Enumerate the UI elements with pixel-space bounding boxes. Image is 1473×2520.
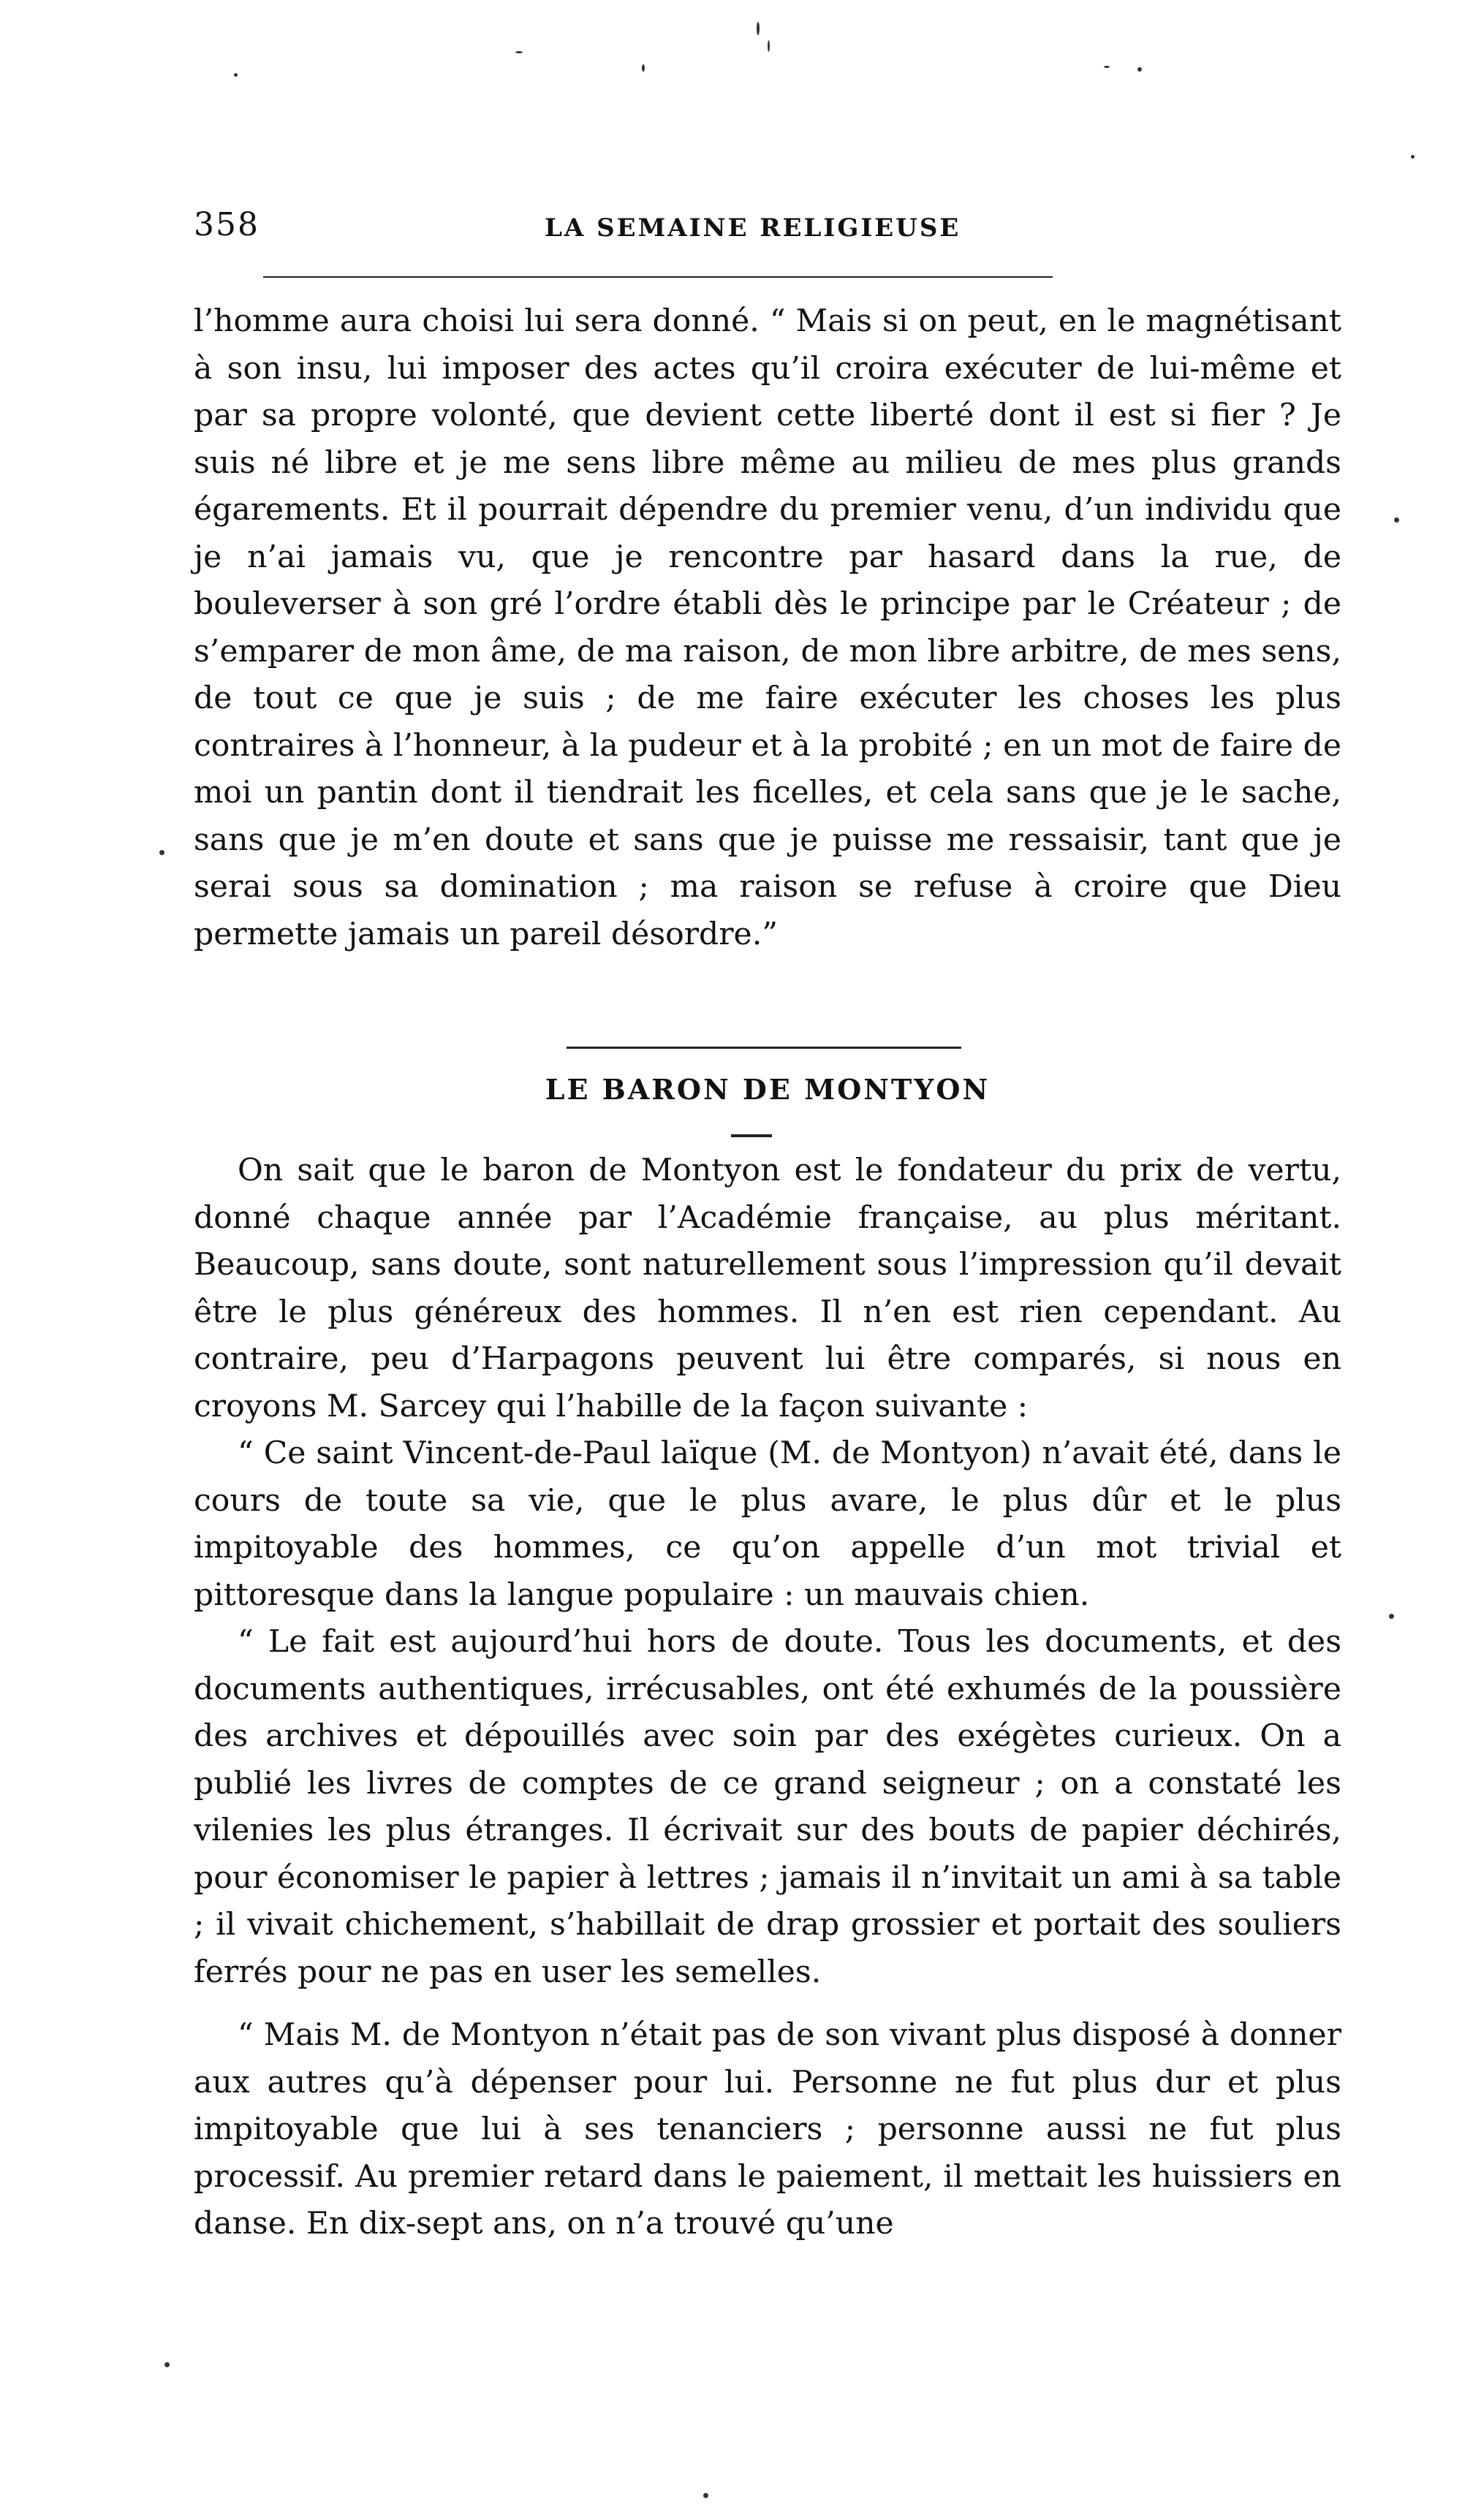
scan-speck — [234, 73, 238, 77]
running-header — [194, 206, 1349, 257]
scan-speck — [703, 2493, 708, 2498]
heading-dash — [731, 1134, 772, 1137]
paragraph: “ Le fait est aujourd’hui hors de doute. Tous les documents, et des documents authentiques, irrécusables, ont été exhumés de la poussière des archives et dépouillés avec soin par des exégètes curieux. On a publié les livres de comptes de ce grand seigneur ; on a constaté les vilenies les plus étranges. Il écrivait sur des bouts de papier déchirés, pour économiser le papier à lettres ; jamais il n’invitait un ami à sa table ; il vivait chichement, s’habillait de drap grossier et portait des souliers ferrés pour ne pas en user les semelles. — [194, 1624, 1341, 1990]
header-rule — [263, 276, 1053, 278]
scan-speck — [768, 40, 770, 52]
scan-speck — [1104, 66, 1110, 68]
journal-title: LA SEMAINE RELIGIEUSE — [545, 213, 961, 243]
article-continuation — [194, 298, 1341, 958]
paragraph: l’homme aura choisi lui sera donné. “ Mais si on peut, en le magnétisant à son insu, lui imposer des actes qu’il croira exécuter de lui-même et par sa propre volonté, que devient cette liberté dont il est si fier ? Je suis né libre et je me sens libre même au milieu de mes plus grands égarements. Et il pourrait dépendre du premier venu, d’un individu que je n’ai jamais vu, que je rencontre par hasard dans la rue, de bouleverser à son gré l’ordre établi dès le principe par le Créateur ; de s’emparer de mon âme, de ma raison, de mon libre arbitre, de mes sens, de tout ce que je suis ; de me faire exécuter les choses les plus contraires à l’honneur, à la pudeur et à la probité ; en un mot de faire de moi un pantin dont il tiendrait les ficelles, et cela sans que je le sache, sans que je m’en doute et sans que je puisse me ressaisir, tant que je serai sous sa domination ; ma raison se refuse à croire que Dieu permette jamais un pareil désordre.” — [194, 303, 1341, 952]
paragraph: “ Mais M. de Montyon n’était pas de son vivant plus disposé à donner aux autres qu’à dépenser pour lui. Personne ne fut plus dur et plus impitoyable que lui à ses tenanciers ; personne aussi ne fut plus processif. Au premier retard dans le paiement, il mettait les huissiers en danse. En dix-sept ans, on n’a trouvé qu’une — [194, 2017, 1341, 2242]
scan-speck — [642, 64, 645, 72]
scan-speck — [1394, 517, 1399, 523]
scan-speck — [159, 850, 164, 855]
scan-speck — [515, 51, 523, 53]
scan-speck — [757, 22, 760, 35]
section-divider — [567, 1047, 961, 1049]
paragraph: On sait que le baron de Montyon est le fondateur du prix de vertu, donné chaque année par l’Académie française, au plus méritant. Beaucoup, sans doute, sont naturellement sous l’impression qu’il devait être le plus généreux des hommes. Il n’en est rien cependant. Au contraire, peu d’Harpagons peuvent lui être comparés, si nous en croyons M. Sarcey qui l’habille de la façon suivante : — [194, 1153, 1341, 1424]
scan-speck — [1411, 155, 1415, 159]
article-body — [194, 1147, 1341, 2248]
scan-speck — [164, 2362, 170, 2367]
scan-speck — [1137, 67, 1142, 72]
scan-speck — [1389, 1614, 1394, 1619]
section-heading: LE BARON DE MONTYON — [545, 1073, 991, 1106]
paragraph: “ Ce saint Vincent-de-Paul laïque (M. de Montyon) n’avait été, dans le cours de toute sa vie, que le plus avare, le plus dûr et le plus impitoyable des hommes, ce qu’on appelle d’un mot trivial et pittoresque dans la langue populaire : un mauvais chien. — [194, 1435, 1341, 1613]
page-number: 358 — [194, 206, 260, 243]
